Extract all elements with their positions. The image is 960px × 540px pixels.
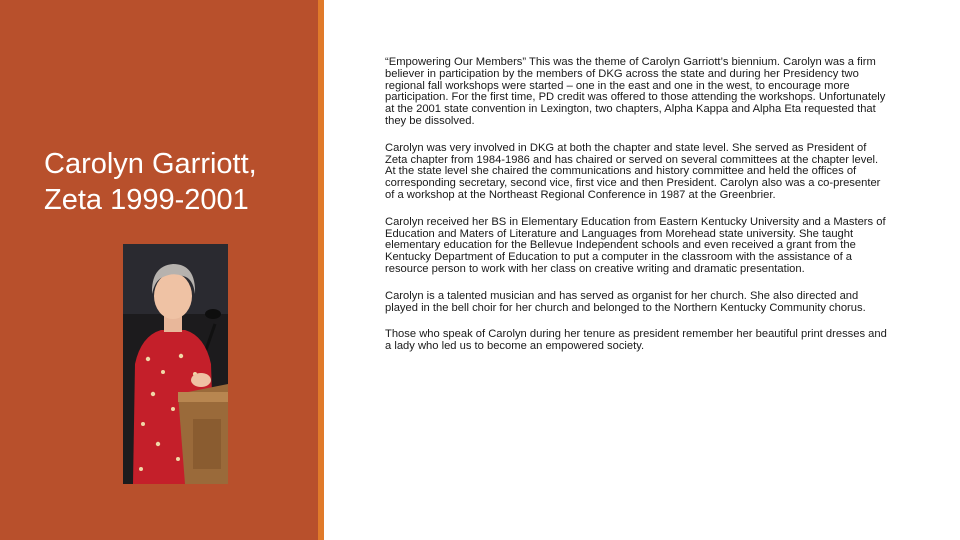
paragraph-music: Carolyn is a talented musician and has served as organist for her church. She also directed and played in the bell choir for her church and belonged to the Northern Kentucky Community chorus.: [385, 289, 866, 314]
slide-title: [44, 146, 304, 218]
paragraph-education: Carolyn received her BS in Elementary Education from Eastern Kentucky University and a Masters of Education and Maters of Literature and Languages from Morehead state university. She taught elementary education for the Bellevue Independent schools and even received a grant from the Kentucky Department of Education to put a computer in the classroom with the assistance of a resource person to work with her class on creative writing and dramatic presentation.: [385, 215, 886, 275]
title-panel: [0, 0, 318, 540]
title-line-chapter: Zeta 1999-2001: [44, 184, 249, 216]
paragraph-theme: “Empowering Our Members” This was the theme of Carolyn Garriott’s biennium. Carolyn was a firm believer in participation by the members of DKG across the state and during her Presidency two regional fall workshops were started – one in the east and one in the west, to encourage more participation. For the first time, PD credit was offered to those attending the workshops. Unfortunately at the 2001 state convention in Lexington, two chapters, Alpha Kappa and Alpha Eta requested that they be dissolved.: [385, 56, 886, 127]
portrait-illustration: [123, 244, 228, 484]
portrait-photo: [123, 244, 228, 484]
paragraph-legacy: Those who speak of Carolyn during her tenure as president remember her beautiful print dresses and a lady who led us to become an empowered society.: [385, 328, 887, 353]
title-line-name: Carolyn Garriott,: [44, 148, 257, 180]
accent-stripe: [318, 0, 324, 540]
biography-text: [385, 57, 890, 368]
paragraph-involvement: Carolyn was very involved in DKG at both the chapter and state level. She served as President of Zeta chapter from 1984-1986 and has chaired or served on several committees at the chapter level. At the state level she chaired the communications and history committee and held the offices of corresponding secretary, second vice, first vice and then President. Carolyn also was a co-presenter of a workshop at the Northeast Regional Conference in 1987 at the Greenbrier.: [385, 141, 881, 201]
